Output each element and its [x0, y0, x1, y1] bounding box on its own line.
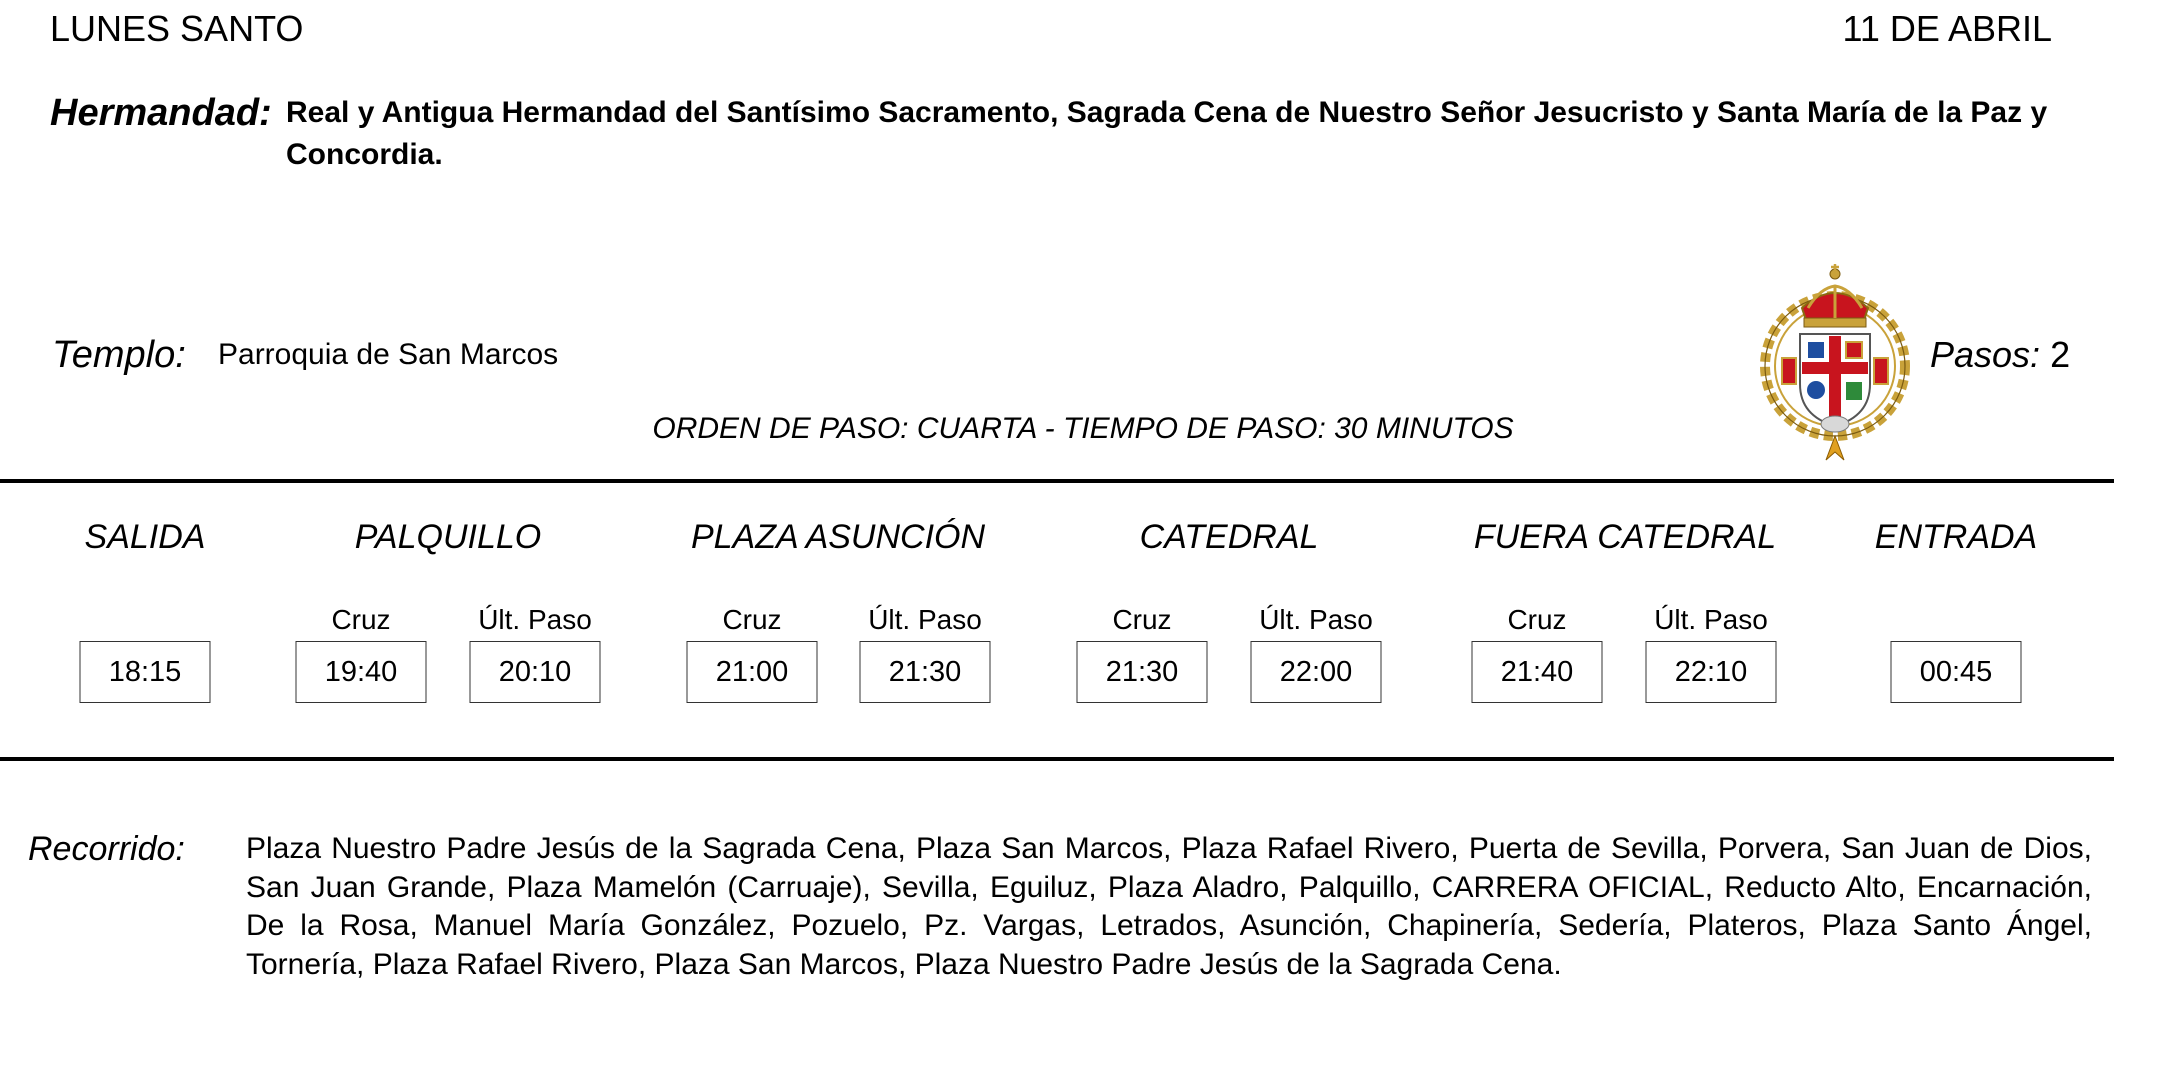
recorrido-label: Recorrido:	[28, 830, 185, 868]
time-box-entrada: 00:45	[1891, 641, 2022, 703]
cruz-label-catedral: Cruz	[1112, 604, 1172, 635]
ult-label-catedral: Últ. Paso	[1259, 604, 1373, 635]
date-title: 11 DE ABRIL	[1842, 8, 2052, 49]
time-box-palquillo-cruz: 19:40	[296, 641, 427, 703]
section-title-palquillo: PALQUILLO	[354, 518, 542, 556]
time-box-palquillo-ult: 20:10	[470, 641, 601, 703]
pasos-value: 2	[2050, 334, 2071, 375]
hermandad-name: Real y Antigua Hermandad del Santísimo Sacramento, Sagrada Cena de Nuestro Señor Jesucristo y Santa María de la Paz y Concordia.	[286, 96, 2048, 171]
time-box-fuera-catedral-ult: 22:10	[1646, 641, 1777, 703]
templo-name: Parroquia de San Marcos	[218, 338, 559, 371]
pasos-label: Pasos:	[1930, 334, 2041, 375]
hermandad-label: Hermandad:	[50, 92, 272, 134]
divider-bottom	[0, 757, 2114, 761]
pasos-count	[1930, 334, 2070, 376]
day-title: LUNES SANTO	[50, 8, 304, 49]
cruz-label-palquillo: Cruz	[331, 604, 391, 635]
time-box-catedral-cruz: 21:30	[1077, 641, 1208, 703]
section-title-salida: SALIDA	[84, 518, 206, 556]
ult-label-plaza-asuncion: Últ. Paso	[868, 604, 982, 635]
section-title-plaza-asuncion: PLAZA ASUNCIÓN	[690, 518, 986, 556]
ult-label-fuera-catedral: Últ. Paso	[1654, 604, 1768, 635]
brotherhood-crest-icon	[1750, 248, 1920, 466]
time-box-fuera-catedral-cruz: 21:40	[1472, 641, 1603, 703]
time-box-plaza-asuncion-cruz: 21:00	[687, 641, 818, 703]
templo-label: Templo:	[52, 334, 186, 376]
time-box-plaza-asuncion-ult: 21:30	[860, 641, 991, 703]
cruz-label-fuera-catedral: Cruz	[1507, 604, 1567, 635]
ult-label-palquillo: Últ. Paso	[478, 604, 592, 635]
orden-de-paso: ORDEN DE PASO: CUARTA - TIEMPO DE PASO: 30 MINUTOS	[652, 412, 1514, 445]
cruz-label-plaza-asuncion: Cruz	[722, 604, 782, 635]
section-title-fuera-catedral: FUERA CATEDRAL	[1473, 518, 1777, 556]
time-box-catedral-ult: 22:00	[1251, 641, 1382, 703]
section-title-catedral: CATEDRAL	[1139, 518, 1319, 556]
section-title-entrada: ENTRADA	[1874, 518, 2038, 556]
time-box-salida: 18:15	[80, 641, 211, 703]
recorrido-text: Plaza Nuestro Padre Jesús de la Sagrada Cena, Plaza San Marcos, Plaza Rafael Rivero, Puerta de Sevilla, Porvera, San Juan de Dios, San Juan Grande, Plaza Mamelón (Carruaje), Sevilla, Eguiluz, Plaza Aladro, Palquillo, CARRERA OFICIAL, Reducto Alto, Encarnación, De la Rosa, Manuel María González, Pozuelo, Pz. Vargas, Letrados, Asunción, Chapinería, Sedería, Plateros, Plaza Santo Ángel, Tornería, Plaza Rafael Rivero, Plaza San Marcos, Plaza Nuestro Padre Jesús de la Sagrada Cena.	[246, 832, 2092, 981]
divider-top	[0, 479, 2114, 483]
